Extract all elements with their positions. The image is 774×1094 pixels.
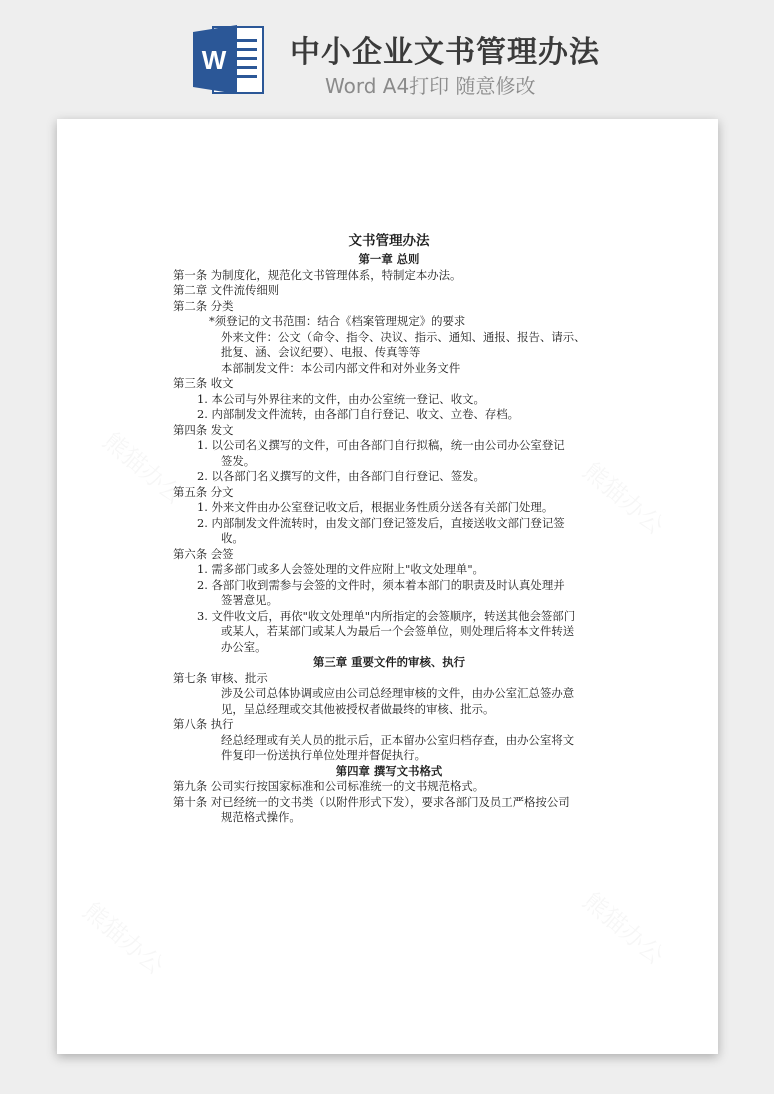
page-header bbox=[0, 0, 774, 110]
document-line: 或某人，若某部门或某人为最后一个会签单位，则处理后将本文件转送 bbox=[221, 624, 575, 638]
document-line: 2. 内部制发文件流转，由各部门自行登记、收文、立卷、存档。 bbox=[197, 407, 520, 421]
document-line: 见，呈总经理或交其他被授权者做最终的审核、批示。 bbox=[221, 701, 495, 716]
document-line: 第八条 执行 bbox=[173, 717, 234, 731]
document-line: 外来文件：公文（命令、指令、决议、指示、通知、通报、报告、请示、 bbox=[221, 329, 586, 344]
document-title: 文书管理办法 bbox=[348, 233, 430, 249]
page-title: 中小企业文书管理办法 bbox=[290, 35, 600, 70]
document-line: 第二章 文件流传细则 bbox=[173, 283, 280, 297]
document-line: 第一条 为制度化，规范化文书管理体系，特制定本办法。 bbox=[173, 267, 462, 282]
document-line: 涉及公司总体协调或应由公司总经理审核的文件，由办公室汇总签办意 bbox=[221, 686, 575, 700]
document-line: 第四条 发文 bbox=[173, 422, 234, 437]
document-line: 批复、涵、会议纪要）、电报、传真等等 bbox=[221, 345, 421, 359]
document-page bbox=[57, 119, 718, 1054]
document-line: 3. 文件收文后，再依"收文处理单"内所指定的会签顺序，转送其他会签部门 bbox=[197, 608, 576, 623]
document-line: 第二条 分类 bbox=[173, 298, 234, 313]
document-line: 2. 各部门收到需参与会签的文件时，须本着本部门的职责及时认真处理并 bbox=[197, 577, 565, 592]
watermark bbox=[577, 882, 673, 971]
chapter-heading: 第三章 重要文件的审核、执行 bbox=[312, 655, 466, 669]
document-line: 收。 bbox=[221, 531, 244, 545]
document-line: 本部制发文件：本公司内部文件和对外业务文件 bbox=[221, 360, 461, 375]
document-line: 签发。 bbox=[221, 453, 256, 468]
document-line: 第五条 分文 bbox=[173, 484, 234, 499]
word-document-icon bbox=[193, 23, 265, 96]
document-line: 件复印一份送执行单位处理并督促执行。 bbox=[221, 748, 427, 762]
document-line: 1. 本公司与外界往来的文件，由办公室统一登记、收文。 bbox=[197, 391, 485, 406]
chapter-heading: 第四章 撰写文书格式 bbox=[335, 763, 443, 778]
document-line: 2. 内部制发文件流转时，由发文部门登记签发后，直接送收文部门登记签 bbox=[197, 515, 565, 530]
document-line: 第三条 收文 bbox=[173, 376, 234, 390]
document-body bbox=[173, 232, 605, 826]
document-line: 1. 需多部门或多人会签处理的文件应附上"收文处理单"。 bbox=[197, 562, 484, 576]
document-line: 1. 外来文件由办公室登记收文后，根据业务性质分送各有关部门处理。 bbox=[197, 500, 554, 514]
document-line: 签署意见。 bbox=[221, 593, 278, 607]
document-line: 第九条 公司实行按国家标准和公司标准统一的文书规范格式。 bbox=[173, 779, 485, 793]
document-line: 经总经理或有关人员的批示后，正本留办公室归档存查，由办公室将文 bbox=[221, 732, 575, 747]
document-lines bbox=[173, 252, 605, 826]
page-subtitle: Word A4打印 随意修改 bbox=[325, 74, 536, 98]
document-line: 第六条 会签 bbox=[173, 546, 234, 561]
document-line: 规范格式操作。 bbox=[221, 810, 301, 824]
document-line: 1. 以公司名义撰写的文件，可由各部门自行拟稿，统一由公司办公室登记 bbox=[197, 438, 565, 452]
document-line: 第十条 对已经统一的文书类（以附件形式下发），要求各部门及员工严格按公司 bbox=[173, 794, 570, 809]
document-line: 第七条 审核、批示 bbox=[173, 670, 268, 685]
chapter-heading: 第一章 总则 bbox=[358, 252, 420, 266]
watermark bbox=[77, 892, 173, 981]
word-icon-letter: W bbox=[201, 45, 227, 75]
document-line: 办公室。 bbox=[221, 639, 267, 654]
document-line: 2. 以各部门名义撰写的文件，由各部门自行登记、签发。 bbox=[197, 469, 485, 483]
document-line: *须登记的文书范围：结合《档案管理规定》的要求 bbox=[209, 314, 466, 328]
